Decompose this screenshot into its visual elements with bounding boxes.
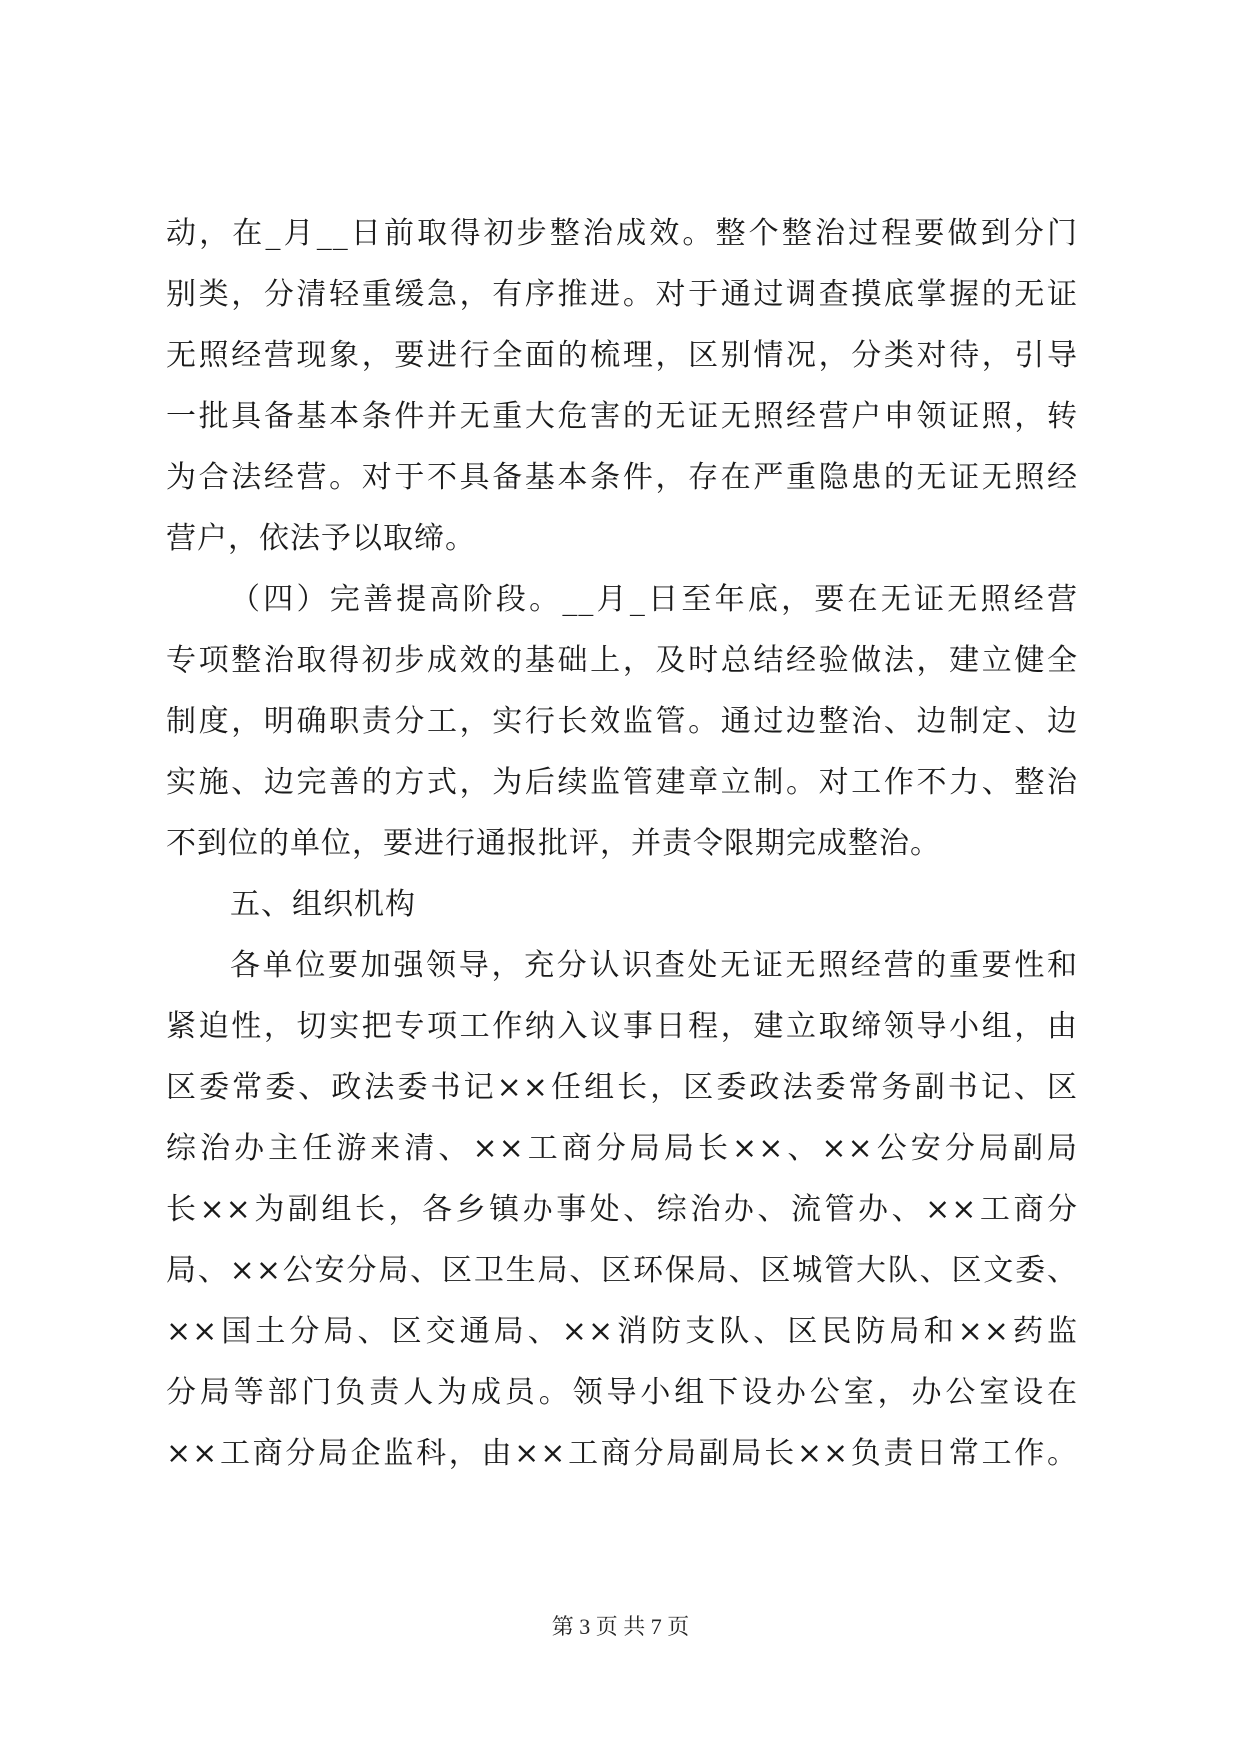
text-line: 分局等部门负责人为成员。领导小组下设办公室，办公室设在 bbox=[166, 1375, 1078, 1410]
text-line: 综治办主任游来清、××工商分局局长××、××公安分局副局 bbox=[166, 1131, 1078, 1166]
text-line: 为合法经营。对于不具备基本条件，存在严重隐患的无证无照经 bbox=[166, 460, 1078, 495]
text-line: 长××为副组长，各乡镇办事处、综治办、流管办、××工商分 bbox=[166, 1192, 1078, 1227]
text-line: 别类，分清轻重缓急，有序推进。对于通过调查摸底掌握的无证 bbox=[166, 277, 1078, 312]
text-line: 局、××公安分局、区卫生局、区环保局、区城管大队、区文委、 bbox=[166, 1253, 1078, 1288]
text-line: 不到位的单位，要进行通报批评，并责令限期完成整治。 bbox=[166, 826, 941, 861]
text-line: ××工商分局企监科，由××工商分局副局长××负责日常工作。 bbox=[166, 1436, 1078, 1471]
text-line: 紧迫性，切实把专项工作纳入议事日程，建立取缔领导小组，由 bbox=[166, 1009, 1078, 1044]
heading-line: 五、组织机构 bbox=[230, 887, 416, 922]
paragraph-2 bbox=[166, 569, 1078, 874]
text-line: ××国土分局、区交通局、××消防支队、区民防局和××药监 bbox=[166, 1314, 1078, 1349]
text-line: 无照经营现象，要进行全面的梳理，区别情况，分类对待，引导 bbox=[166, 338, 1078, 373]
text-line: 一批具备基本条件并无重大危害的无证无照经营户申领证照，转 bbox=[166, 399, 1078, 434]
text-line: 专项整治取得初步成效的基础上，及时总结经验做法，建立健全 bbox=[166, 643, 1078, 678]
section-heading bbox=[166, 874, 1078, 935]
paragraph-1 bbox=[166, 203, 1078, 569]
text-line: 动，在_月__日前取得初步整治成效。整个整治过程要做到分门 bbox=[166, 216, 1078, 251]
text-line: 区委常委、政法委书记××任组长，区委政法委常务副书记、区 bbox=[166, 1070, 1078, 1105]
text-line: （四）完善提高阶段。__月_日至年底，要在无证无照经营 bbox=[230, 582, 1078, 617]
text-line: 各单位要加强领导，充分认识查处无证无照经营的重要性和 bbox=[230, 948, 1078, 983]
text-line: 营户，依法予以取缔。 bbox=[166, 521, 476, 556]
paragraph-3 bbox=[166, 935, 1078, 1484]
document-body bbox=[166, 203, 1078, 1484]
text-line: 制度，明确职责分工，实行长效监管。通过边整治、边制定、边 bbox=[166, 704, 1078, 739]
page-number-footer: 第 3 页 共 7 页 bbox=[551, 1614, 690, 1639]
text-line: 实施、边完善的方式，为后续监管建章立制。对工作不力、整治 bbox=[166, 765, 1078, 800]
